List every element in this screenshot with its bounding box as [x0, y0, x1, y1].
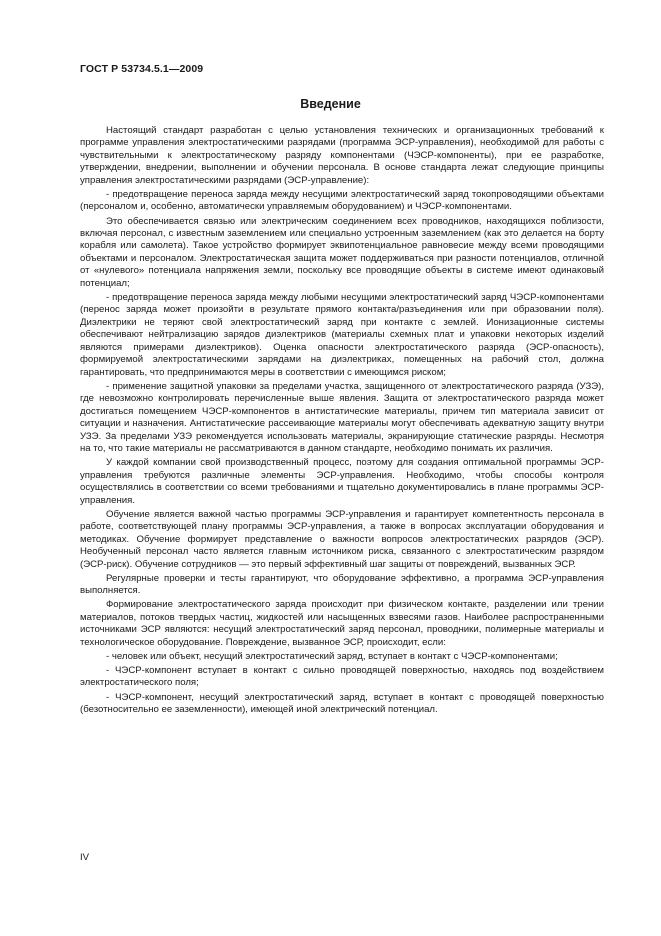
list-item: - ЧЭСР-компонент, несущий электростатический заряд, вступает в контакт с проводящей поверхностью (безотносительно ее заземленности), имеющей иной электрический потенциал. — [80, 691, 604, 715]
section-title: Введение — [300, 97, 361, 111]
list-item: - применение защитной упаковки за пределами участка, защищенного от электростатического разряда (УЗЭ), где невозможно контролировать перечисленные выше явления. Защита от электростатического разряда может достигаться помещением ЧЭСР-компонентов в антистатические материалы, причем тип материала зависит от ситуации и назначения. Антистатические рассеивающие материалы могут обеспечивать адекватную защиту внутри УЗЭ. За пределами УЗЭ рекомендуется использовать материалы, экранирующие статические разряды. Несмотря на то, что такие материалы не рассматриваются в данном стандарте, необходимо понимать их различия. — [80, 380, 604, 455]
body-text — [80, 125, 604, 718]
paragraph: У каждой компании свой производственный процесс, поэтому для создания оптимальной программы ЭСР-управления требуются различные элементы ЭСР-управления. Необходимо, чтобы способы контроля осуществлялись в соответствии со всеми требованиями и тщательно документировались в плане программы ЭСР-управления. — [80, 457, 604, 506]
list-item: - предотвращение переноса заряда между несущими электростатический заряд токопроводящими объектами (персоналом и, особенно, автоматически управляемым оборудованием) и ЧЭСР-компонентами. — [80, 188, 604, 213]
paragraph: Регулярные проверки и тесты гарантируют, что оборудование эффективно, а программа ЭСР-управления выполняется. — [80, 572, 604, 597]
list-item: - предотвращение переноса заряда между любыми несущими электростатический заряд ЧЭСР-компонентами (перенос заряда может произойти в результате прямого контакта/разъединения или при образовании поля). Диэлектрики не теряют свой электростатический заряд при контакте с землей. Ионизационные системы обеспечивают нейтрализацию зарядов диэлектриков (материалы схемных плат и упаковки некоторых изделий являются примерами диэлектриков). Оценка опасности электростатического разряда (ЭСР-опасность), формируемой электростатическими зарядами на диэлектриках, помещенных на рабочий стол, должна гарантировать, что предпринимаются меры в соответствии с имеющимся риском; — [80, 291, 604, 378]
paragraph: Настоящий стандарт разработан с целью установления технических и организационных требований к программе управления электростатическими разрядами (программа ЭСР-управления), необходимой для работы с чувствительными к электростатическому разряду компонентами (ЧЭСР-компоненты), при ее разработке, утверждении, внедрении, выполнении и обучении персонала. В основе стандарта лежат следующие принципы управления электростатическими разрядами (ЭСР-управление): — [80, 125, 604, 186]
standard-designation: ГОСТ Р 53734.5.1—2009 — [80, 63, 204, 75]
paragraph: Формирование электростатического заряда происходит при физическом контакте, разделении или трении материалов, потоков твердых частиц, жидкостей или насыщенных взвесями газов. Наиболее распространенными источниками ЭСР являются: несущий электростатический заряд персонал, проводники, полимерные материалы и технологическое оборудование. Повреждение, вызванное ЭСР, происходит, если: — [80, 599, 604, 648]
page-number: IV — [80, 852, 90, 863]
list-item: - ЧЭСР-компонент вступает в контакт с сильно проводящей поверхностью, находясь под воздействием электростатического поля; — [80, 664, 604, 689]
paragraph: Обучение является важной частью программы ЭСР-управления и гарантирует компетентность персонала в работе, соответствующей плану программы ЭСР-управления, а также в вопросах эксплуатации оборудования и методиках. Обучение формирует представление о важности вопросов электростатических разрядов (ЭСР). Необученный персонал часто является главным источником риска, связанного с электростатическим разрядом (ЭСР-риск). Обучение сотрудников — это первый эффективный шаг защиты от повреждений, вызванных ЭСР. — [80, 508, 604, 570]
list-item: - человек или объект, несущий электростатический заряд, вступает в контакт с ЧЭСР-компонентами; — [106, 650, 558, 662]
paragraph: Это обеспечивается связью или электрическим соединением всех проводников, находящихся поблизости, включая персонал, с известным заземлением или специально устроенным заземлением (как это делается на борту корабля или самолета). Такое устройство формирует эквипотенциальное равновесие между всеми проводящими объектами и персоналом. Электростатическая защита может поддерживаться при разности потенциалов, отличной от «нулевого» потенциала напряжения земли, поскольку все проводящие объекты в системе имеют одинаковый потенциал; — [80, 215, 604, 289]
